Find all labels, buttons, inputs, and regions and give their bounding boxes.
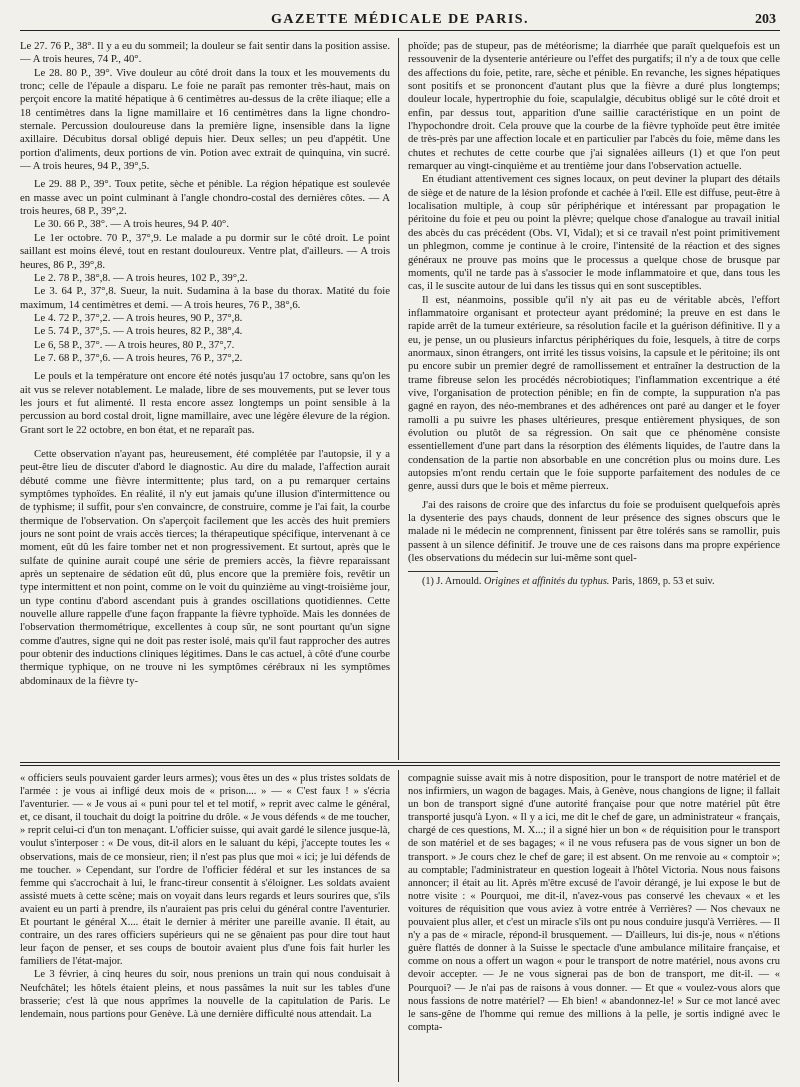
top-left-paragraph: Cette observation n'ayant pas, heureusement, été complétée par l'autopsie, il y a peut-être lieu de discuter d'abord le diagnostic. Au dire du malade, l'affection aurait débuté comme une fièvre intermittente; plus tard, on a pu remarquer certains symptômes typhoïdes. En réalité, il n'y eut jamais qu'une illusion d'intermittence ou de typhisme; il suffit, pour s'en convaincre, de construire, comme je l'ai fait, la courbe thermique de l'observation. On s'aperçoit facilement que les accès des huit premiers jours ne sont point de vrais accès tierces; la thérapeutique spécifique, intervenant à ce moment, eût dû les faire tomber net et non progressivement. Et surtout, après que le sulfate de quinine aurait coupé une série de premiers accès, la fièvre reparaissant après un septenaire de sédation eût dû, plus encore que la première fois, revêtir un type intermittent et non point, comme on le voit du quinzième au vingt-troisième jour, un type continu d'abord ascendant puis à grandes oscillations quotidiennes. Cette nouvelle allure rappelle d'une façon frappante la fièvre typhoïde. Mais les données de l'observation thermométrique, excellentes à coup sûr, ne sont pourtant qu'un signe comme d'autres, signe qui ne doit pas rester isolé, mais qu'il faut rapprocher des autres pour obtenir des inductions cliniques légitimes. Dans le cas actuel, à côté d'une courbe thermique typhique, on ne trouve ni les symptômes cérébraux ni les symptômes abdominaux de la fièvre ty- — [20, 447, 390, 687]
footnote-rule — [408, 571, 498, 572]
top-right-body — [408, 40, 780, 565]
top-left-paragraph: Le 30. 66 P., 38°. — A trois heures, 94 P. 40°. — [34, 218, 229, 231]
top-left-paragraph: Le 29. 88 P., 39°. Toux petite, sèche et pénible. La région hépatique est soulevée en masse avec un point culminant à l'angle chondro-costal des dernières côtes. — A trois heures, 68 P., 39°,2. — [20, 178, 390, 218]
top-right-paragraph: Il est, néanmoins, possible qu'il n'y ait pas eu de véritable abcès, l'effort inflammatoire organisant et protecteur ayant prédominé; la preuve en est dans le rapide arrêt de la tumeur extérieure, sa résolution facile et la guérison définitive. Il y a eu, je pense, un ou plusieurs infarctus périphériques du foie, lesquels, à titre de corps anormaux, sinon étrangers, ont irrité les tissus voisins, la capsule et le péritoine; ils ont pu encore subir un premier degré de ramollissement et entraîner la destruction de la trame fibreuse selon les procédés nécrobiotiques; l'inflammation excentrique a été vive, l'organisation de protection pénible; en fin de compte, la suppuration n'a pas gagné en rayon, des néo-membranes et des adhérences ont paré au danger et le foyer ramolli a pu suivre les phases ultérieures, presque entièrement physiques, de son évolution ou plutôt de sa régression. On sait que ce phénomène consiste essentiellement d'une part dans la résorption des éléments liquides, de l'autre dans la condensation de la partie non absorbable en une concrétion plus ou moins dure. Les autopsies m'ont rendu certain que le foie supporte parfaitement des nodules de ce genre, aussi durs que le bois et même pierreux. — [408, 293, 780, 493]
journal-title: GAZETTE MÉDICALE DE PARIS. — [270, 12, 530, 27]
top-left-paragraph: Le 3. 64 P., 37°,8. Sueur, la nuit. Sudamina à la base du thorax. Matité du foie maximum, 14 centimètres et demi. — A trois heures, 76 P., 38°,6. — [20, 285, 390, 311]
top-left-paragraph: Le 1er octobre. 70 P., 37°,9. Le malade a pu dormir sur le côté droit. Le point saillant est moins élevé, tout en restant douloureux. Ventre plat, d'ailleurs. — A trois heures, 86 P., 39°,8. — [20, 231, 390, 271]
top-right-paragraph: En étudiant attentivement ces signes locaux, on peut deviner la plupart des détails de siège et de nature de la lésion profonde et cachée à l'œil. Elle est diffuse, peut-être à localisation multiple, à coup sûr périphérique et intéressant par propagation le péritoine du foie et peu ou point la plèvre; quelque chose d'analogue au travail initial des abcès du cas précédent (Obs. VI, Vidal); et si ce travail n'est point primitivement un phlegmon, comme je continue à le croire, l'intensité de la réaction et des signes généraux ne prouve pas moins que le processus a quelque chose de brusque par moments, qu'il ne tarde pas à s'associer le mode inflammatoire et que, dans tous les cas, il le suscite autour de lui dans les tissus qui en sont susceptibles. — [408, 173, 780, 293]
top-left-paragraph: Le 6, 58 P., 37°. — A trois heures, 80 P., 37°,7. — [34, 338, 235, 351]
bottom-left-paragraph: « officiers seuls pouvaient garder leurs armes); vous êtes un des « plus tristes soldats de l'armée : je vous ai infligé deux mois de « prison.... » — « C'est faux ! » s'écria l'aventurier. — « Je vous ai « puni pour tel et tel motif, » reprit avec calme le général, et, ce disant, il touchait du doigt la poitrine du drôle. « Je vous défends « de me toucher, » reprit celui-ci d'un ton menaçant. L'officier suisse, qui avait gardé le silence jusque-là, voulut s'interposer : « De vous, dit-il alors en le saluant du képi, j'accepte toutes les « observations, mais de ce monsieur, rien; il n'est pas plus que moi « ici; je lui défends de me toucher. » Cependant, sur l'ordre de l'officier fédéral et sur les instances de sa femme qui s'accrochait à lui, le franc-tireur consentit à s'éloigner. Les soldats avaient assisté muets à cette scène; mais on voyait dans leurs regards et leurs sourires que, s'ils avaient eu un parti à prendre, ils n'auraient pas pris celui du général contre l'aventurier. Et pourtant le général X.... était le dernier à mériter une pareille avanie. Il était, au contraire, un des rares officiers supérieurs qui ne se gênaient pas pour dire tout haut leur façon de penser, et ses coups de boutoir avaient plus d'une fois fait hurler les familiers de l'état-major. — [20, 773, 390, 968]
bottom-right-column — [408, 772, 780, 1082]
top-left-paragraph: Le pouls et la température ont encore été notés jusqu'au 17 octobre, sans qu'on les ait vus se relever notablement. Le malade, libre de ses mouvements, put se lever tous les jours et fut alimenté. Il resta encore assez longtemps un point sensible à la percussion au bord costal droit, ligne mamillaire, avec une légère élevure de la région. Grant sort le 22 octobre, en bon état, et ne reparaît pas. — [20, 370, 390, 436]
section-divider-second — [20, 765, 780, 766]
page-header — [20, 10, 780, 31]
column-divider-bottom — [398, 770, 399, 1082]
column-divider — [398, 38, 399, 760]
footnote-citation: Paris, 1869, p. 53 et suiv. — [609, 576, 715, 588]
bottom-left-paragraph: Le 3 février, à cinq heures du soir, nous prenions un train qui nous conduisait à Neufchâtel; les hôtels étaient pleins, et nous passâmes la nuit sur les tables d'une brasserie; c'est là que nous apprîmes la nouvelle de la capitulation de Paris. Le lendemain, nous partions pour Genève. Là une dernière difficulté nous attendait. La — [20, 969, 390, 1020]
top-left-paragraph: Le 7. 68 P., 37°,6. — A trois heures, 76 P., 37°,2. — [34, 351, 243, 364]
top-left-paragraph: Le 2. 78 P., 38°,8. — A trois heures, 102 P., 39°,2. — [34, 271, 248, 284]
top-right-column — [408, 40, 780, 759]
top-right-paragraph: J'ai des raisons de croire que des infarctus du foie se produisent quelquefois après la dysenterie des pays chauds, donnent de leur présence des signes obscurs que le malade ni le médecin ne comprennent, finissent par être tolérés sans se ramollir, puis passent à un silence définitif. Je trouve une de ces raisons dans ma propre expérience (les observations du médecin sur lui-même sont quel- — [408, 498, 780, 565]
top-left-column — [20, 40, 390, 759]
footnote-ref: (1) J. Arnould. — [422, 576, 484, 588]
bottom-right-paragraph: compagnie suisse avait mis à notre disposition, pour le transport de notre matériel et de nos infirmiers, un wagon de bagages. Mais, à Genève, nous changions de ligne; il fallait un bon de transport signé d'une autorité française pour que notre matériel pût être transporté jusqu'à Lyon. « Il y a ici, me dit le chef de gare, un administrateur « français, chargé de ces questions, M. X...; il a signé hier un bon « de réquisition pour le transport de son matériel et de ses bagages; « il ne vous refusera pas de vous signer un bon de transport. » Je cours chez le chef de gare; il est absent. On me renvoie au « comptoir »; au comptable; l'administrateur en question logeait à l'hôtel Victoria. Nous nous faisons annoncer; il était au lit. Après m'être excusé de l'avoir dérangé, je lui expose le but de notre visite : « Pourquoi, me dit-il, n'avez-vous pas conservé les chevaux « et les voitures de réquisition que vous aviez à votre entrée à Verrières? — Nos chevaux ne pouvaient plus aller, et c'est un miracle s'ils ont pu nous conduire jusqu'à Verrières. — Il n'y a pas de « miracle, répond-il brusquement. — D'ailleurs, lui dis-je, nous « n'étions guère flattés de donner à la Suisse le spectacle d'une ambulance militaire française, et comme on nous a offert un wagon « pour le transport de notre matériel, nous avons cru devoir accepter. — Je ne vous signerai pas de bon de transport, me dit-il. — « Pourquoi? — Je n'ai pas de raisons à vous donner. — Et que « voulez-vous alors que nous fassions de notre matériel? — Eh bien! « abandonnez-le! » Sur ce mot lancé avec le sans-gêne de l'homme qui remue des millions à la pelle, je sortis indigné avec le compta- — [408, 773, 780, 1033]
bottom-left-column — [20, 772, 390, 1082]
page-number: 203 — [755, 12, 776, 27]
top-left-paragraph: Le 28. 80 P., 39°. Vive douleur au côté droit dans la toux et les mouvements du tronc; celle de l'épaule a disparu. Le foie ne paraît pas remonter très-haut, mais on perçoit encore la matité hépatique à 6 centimètres au-dessus de la crête iliaque; elle a 18 centimètres dans la ligne mamillaire et 16 centimètres dans la ligne chondro-sternale. Percussion douloureuse dans la première ligne, insensible dans la ligne axillaire. Décubitus dorsal obligé depuis hier. Deux selles; un peu d'appétit. Une portion d'aliments, deux portions de vin. Potion avec extrait de quinquina, vin sucré. — A trois heures, 94 P., 39°,5. — [20, 66, 390, 173]
top-left-paragraph: Le 27. 76 P., 38°. Il y a eu du sommeil; la douleur se fait sentir dans la position assise. — A trois heures, 74 P., 40°. — [20, 40, 390, 66]
footnote-title: Origines et affinités du typhus. — [483, 576, 610, 588]
footnote — [408, 576, 780, 589]
top-right-paragraph: phoïde; pas de stupeur, pas de météorisme; la diarrhée que paraît quelquefois est un ressouvenir de la dysenterie antérieure ou l'effet des purgatifs; il n'y a de toux que celle des affections du foie, petite, rare, sèche et pénible. En revanche, les signes hépatiques sont positifs et se prononcent d'autant plus que la fièvre a duré plus longtemps; douleur locale, hypertrophie du foie, scapulalgie, décubitus obligé sur le côté droit et enfin, par dessus tout, apparition d'une saillie caractéristique en un point de l'hypochondre droit. Cela prouve que la courbe de la fièvre typhoïde peut être imitée de très-près par une affection locale et en particulier par l'abcès du foie, même dans les chutes et rechutes de cette courbe que j'ai signalées ailleurs (1) et que l'on peut remarquer au vingt-cinquième et au trentième jour dans l'observation actuelle. — [408, 40, 780, 173]
top-left-paragraph: Le 5. 74 P., 37°,5. — A trois heures, 82 P., 38°,4. — [34, 325, 243, 338]
section-divider — [20, 762, 780, 763]
top-left-paragraph: Le 4. 72 P., 37°,2. — A trois heures, 90 P., 37°,8. — [34, 311, 243, 324]
